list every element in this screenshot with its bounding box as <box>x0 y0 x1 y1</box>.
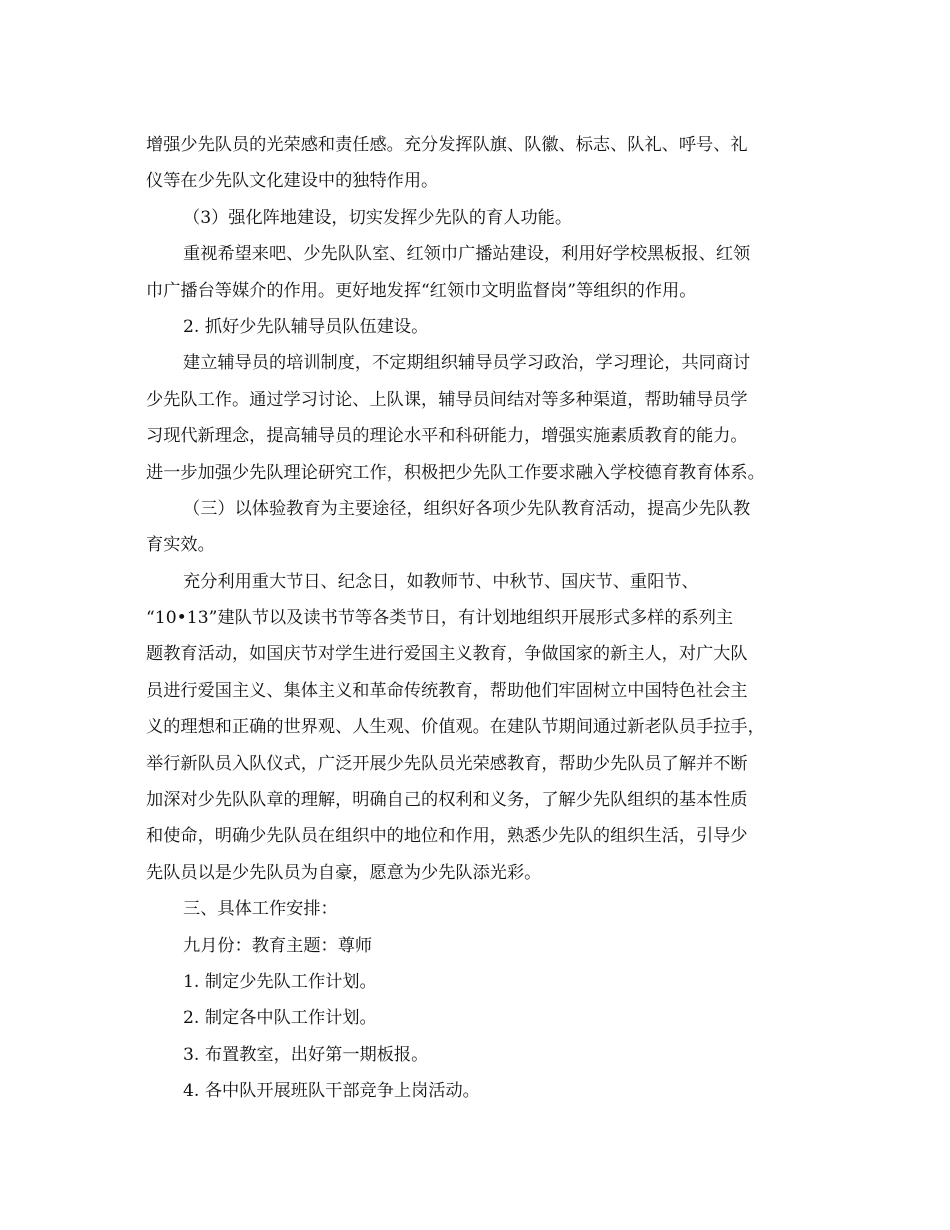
section-heading: 2. 抓好少先队辅导员队伍建设。 <box>183 316 429 337</box>
month-heading: 九月份：教育主题：尊师 <box>183 935 373 956</box>
text-line: 员进行爱国主义、集体主义和革命传统教育，帮助他们牢固树立中国特色社会主 <box>146 680 748 701</box>
list-item: 1. 制定少先队工作计划。 <box>183 971 377 992</box>
text-line: 举行新队员入队仪式，广泛开展少先队员光荣感教育，帮助少先队员了解并不断 <box>146 753 748 774</box>
text-line: 充分利用重大节日、纪念日，如教师节、中秋节、国庆节、重阳节、 <box>183 571 699 592</box>
text-line: 先队员以是少先队员为自豪，愿意为少先队添光彩。 <box>146 862 542 883</box>
text-line: 增强少先队员的光荣感和责任感。充分发挥队旗、队徽、标志、队礼、呼号、礼 <box>146 135 748 155</box>
document-body <box>146 127 811 1110</box>
section-heading: （三）以体验教育为主要途径，组织好各项少先队教育活动，提高少先队教 <box>183 498 751 519</box>
list-item: 3. 布置教室，出好第一期板报。 <box>183 1044 429 1065</box>
text-line: 和使命，明确少先队员在组织中的地位和作用，熟悉少先队的组织生活，引导少 <box>146 826 748 847</box>
text-line: “10•13”建队节以及读书节等各类节日，有计划地组织开展形式多样的系列主 <box>146 608 734 629</box>
section-heading: （3）强化阵地建设，切实发挥少先队的育人功能。 <box>183 207 573 228</box>
text-line: 巾广播台等媒介的作用。更好地发挥“红领巾文明监督岗”等组织的作用。 <box>146 280 697 301</box>
list-item: 4. 各中队开展班队干部竞争上岗活动。 <box>183 1081 480 1102</box>
text-line: 习现代新理念，提高辅导员的理论水平和科研能力，增强实施素质教育的能力。 <box>146 426 748 447</box>
text-line: 进一步加强少先队理论研究工作，积极把少先队工作要求融入学校德育教育体系。 <box>146 462 765 483</box>
text-line: 题教育活动，如国庆节对学生进行爱国主义教育，争做国家的新主人，对广大队 <box>146 644 748 665</box>
text-line: 重视希望来吧、少先队队室、红领巾广播站建设，利用好学校黑板报、红领 <box>183 244 751 265</box>
list-item: 2. 制定各中队工作计划。 <box>183 1008 377 1029</box>
text-line: 建立辅导员的培训制度，不定期组织辅导员学习政治，学习理论，共同商讨 <box>183 353 751 374</box>
text-line: 仪等在少先队文化建设中的独特作用。 <box>146 171 439 192</box>
text-line: 加深对少先队队章的理解，明确自己的权利和义务，了解少先队组织的基本性质 <box>146 790 748 811</box>
text-line: 少先队工作。通过学习讨论、上队课，辅导员间结对等多种渠道，帮助辅导员学 <box>146 389 748 410</box>
text-line: 义的理想和正确的世界观、人生观、价值观。在建队节期间通过新老队员手拉手， <box>146 717 765 738</box>
text-line: 育实效。 <box>146 535 215 556</box>
section-heading: 三、具体工作安排： <box>183 899 338 920</box>
